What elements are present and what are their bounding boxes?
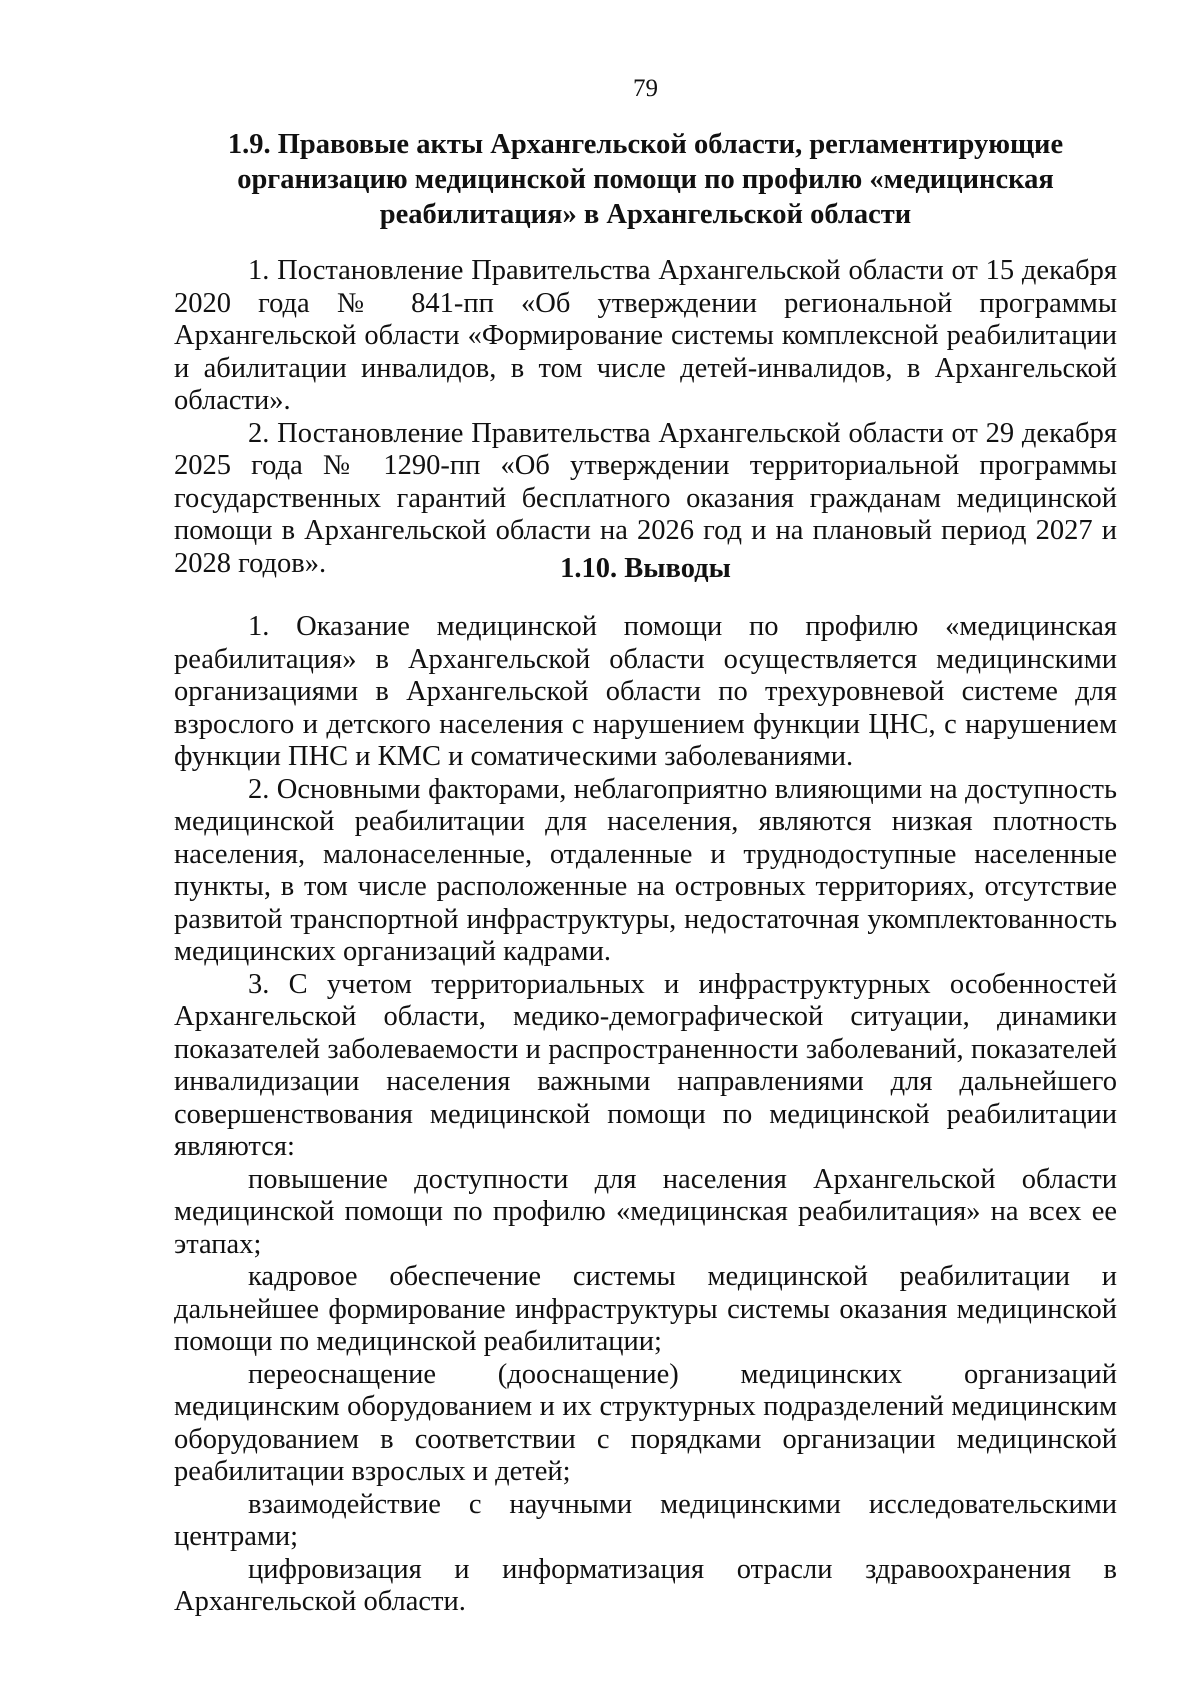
section-1-9-title-line: 1.9. Правовые акты Архангельской области, регламентирующие: [227, 129, 1064, 160]
page-number: 79: [633, 75, 658, 102]
conclusion-paragraph: 1. Оказание медицинской помощи по профилю «медицинская реабилитация» в Архангельской области осуществляется медицинскими организациями в Архангельской области по трехуровневой системе для взрослого и детского населения с нарушением функции ЦНС, с нарушением функции ПНС и КМС и соматическими заболеваниями.: [174, 611, 1117, 772]
conclusion-paragraph: 2. Основными факторами, неблагоприятно влияющими на доступность медицинской реабилитации для населения, являются низкая плотность населения, малонаселенные, отдаленные и труднодоступные населенные пункты, в том числе расположенные на островных территориях, отсутствие развитой транспортной инфраструктуры, недостаточная укомплектованность медицинских организаций кадрами.: [174, 773, 1117, 967]
section-1-9-body: [174, 255, 1117, 580]
section-1-9-title: [174, 127, 1117, 232]
section-1-9-title-line: организацию медицинской помощи по профилю «медицинская: [237, 164, 1054, 195]
conclusion-paragraph: 3. С учетом территориальных и инфраструктурных особенностей Архангельской области, медико-демографической ситуации, динамики показателей заболеваемости и распространенности заболеваний, показателей инвалидизации населения важными направлениями для дальнейшего совершенствования медицинской помощи по медицинской реабилитации являются:: [174, 968, 1117, 1162]
legal-act-item: 2. Постановление Правительства Архангельской области от 29 декабря 2025 года № 1290-пп «Об утверждении территориальной программы государственных гарантий бесплатного оказания гражданам медицинской помощи в Архангельской области на 2026 год и на плановый период 2027 и 2028 годов».: [174, 417, 1117, 579]
legal-act-item: 1. Постановление Правительства Архангельской области от 15 декабря 2020 года № 841-пп «Об утверждении региональной программы Архангельской области «Формирование системы комплексной реабилитации и абилитации инвалидов, в том числе детей-инвалидов, в Архангельской области».: [174, 255, 1117, 416]
direction-item: кадровое обеспечение системы медицинской реабилитации и дальнейшее формирование инфраструктуры системы оказания медицинской помощи по медицинской реабилитации;: [174, 1261, 1117, 1357]
section-1-10-body: [174, 611, 1117, 1619]
direction-item: повышение доступности для населения Архангельской области медицинской помощи по профилю «медицинская реабилитация» на всех ее этапах;: [174, 1163, 1117, 1260]
direction-item: взаимодействие с научными медицинскими исследовательскими центрами;: [174, 1488, 1117, 1552]
section-1-10-title: 1.10. Выводы: [560, 553, 731, 584]
direction-item: переоснащение (дооснащение) медицинских организаций медицинским оборудованием и их структурных подразделений медицинским оборудованием в соответствии с порядками организации медицинской реабилитации взрослых и детей;: [174, 1358, 1117, 1487]
direction-item: цифровизация и информатизация отрасли здравоохранения в Архангельской области.: [174, 1553, 1117, 1617]
section-1-9-title-line: реабилитация» в Архангельской области: [379, 199, 912, 230]
